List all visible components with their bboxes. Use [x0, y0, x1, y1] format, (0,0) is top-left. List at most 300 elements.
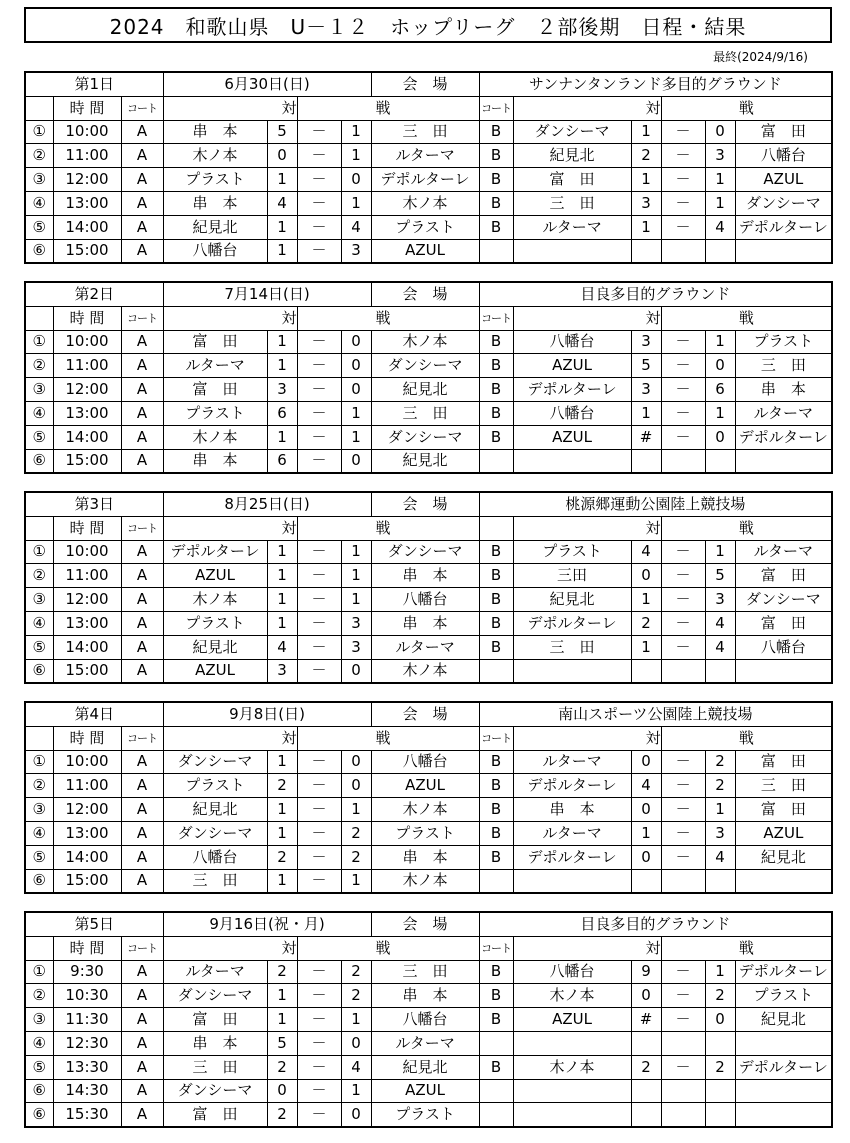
score-away: 1	[705, 191, 735, 215]
score-away: 0	[341, 774, 371, 798]
score-dash: －	[297, 378, 341, 402]
score-away: 2	[341, 821, 371, 845]
team-away: ルターマ	[371, 144, 479, 168]
court-a: A	[121, 449, 163, 473]
score-away: 1	[341, 798, 371, 822]
score-home: 0	[631, 845, 661, 869]
score-dash: －	[297, 1079, 341, 1103]
score-dash: －	[297, 354, 341, 378]
court-a: A	[121, 564, 163, 588]
team-away: 三 田	[735, 354, 832, 378]
team-home: デポルターレ	[513, 845, 631, 869]
court-b	[479, 239, 513, 263]
match-time: 12:00	[53, 588, 121, 612]
team-away: 富 田	[735, 798, 832, 822]
match-number: ④	[25, 1031, 53, 1055]
match-row	[25, 845, 832, 869]
team-away	[735, 239, 832, 263]
court-b: B	[479, 635, 513, 659]
court-a: A	[121, 354, 163, 378]
court-b-header: コート	[479, 726, 513, 750]
score-away: 1	[341, 540, 371, 564]
venue-name: 桃源郷運動公園陸上競技場	[479, 492, 832, 516]
court-b: B	[479, 750, 513, 774]
team-away: 串 本	[371, 564, 479, 588]
score-home: #	[631, 1008, 661, 1032]
team-away: 三 田	[735, 774, 832, 798]
court-b	[479, 1031, 513, 1055]
team-home: 串 本	[163, 191, 267, 215]
team-home	[513, 1079, 631, 1103]
court-a: A	[121, 774, 163, 798]
match-row	[25, 564, 832, 588]
score-home: 5	[267, 1031, 297, 1055]
score-home: 3	[631, 330, 661, 354]
score-dash: －	[661, 611, 705, 635]
score-dash: －	[661, 144, 705, 168]
match-time: 9:30	[53, 960, 121, 984]
score-away: 4	[705, 611, 735, 635]
team-away: 富 田	[735, 750, 832, 774]
score-dash: －	[661, 401, 705, 425]
match-number: ④	[25, 821, 53, 845]
match-time: 15:00	[53, 869, 121, 893]
court-b: B	[479, 215, 513, 239]
versus-header: 戦	[661, 726, 832, 750]
score-away: 0	[341, 168, 371, 192]
team-home: 八幡台	[513, 401, 631, 425]
score-home: 1	[631, 401, 661, 425]
court-b	[479, 659, 513, 683]
score-home: 0	[267, 1079, 297, 1103]
versus-header: 対	[513, 516, 661, 540]
score-home: 1	[267, 540, 297, 564]
score-home: 5	[267, 120, 297, 144]
score-home: 1	[267, 239, 297, 263]
score-home: 1	[267, 984, 297, 1008]
round-table	[24, 701, 833, 894]
score-away	[705, 1079, 735, 1103]
match-time: 12:00	[53, 378, 121, 402]
match-number: ①	[25, 540, 53, 564]
versus-header: 戦	[297, 306, 479, 330]
match-time: 12:00	[53, 798, 121, 822]
team-away: 八幡台	[371, 1008, 479, 1032]
score-dash	[661, 869, 705, 893]
score-dash: －	[661, 540, 705, 564]
match-row	[25, 144, 832, 168]
match-time: 15:00	[53, 239, 121, 263]
match-row	[25, 821, 832, 845]
court-b: B	[479, 821, 513, 845]
match-row	[25, 750, 832, 774]
match-number: ⑤	[25, 845, 53, 869]
team-away: 紀見北	[371, 449, 479, 473]
match-row	[25, 449, 832, 473]
team-home: 八幡台	[513, 330, 631, 354]
court-b: B	[479, 330, 513, 354]
match-row	[25, 869, 832, 893]
match-time: 11:30	[53, 1008, 121, 1032]
score-away: 1	[341, 144, 371, 168]
score-dash: －	[297, 1008, 341, 1032]
court-b	[479, 869, 513, 893]
score-dash	[661, 1031, 705, 1055]
match-row	[25, 1031, 832, 1055]
score-dash: －	[297, 1055, 341, 1079]
team-away: 木ノ本	[371, 869, 479, 893]
score-home: 0	[631, 984, 661, 1008]
match-row	[25, 425, 832, 449]
versus-header: 戦	[297, 516, 479, 540]
score-dash: －	[297, 215, 341, 239]
score-away	[705, 1031, 735, 1055]
versus-header: 対	[163, 306, 297, 330]
match-time: 10:00	[53, 750, 121, 774]
court-header: コート	[121, 516, 163, 540]
court-b: B	[479, 540, 513, 564]
score-dash: －	[661, 845, 705, 869]
score-dash: －	[297, 869, 341, 893]
team-away: 八幡台	[371, 750, 479, 774]
score-dash: －	[661, 354, 705, 378]
team-away: 三 田	[371, 120, 479, 144]
score-dash: －	[661, 774, 705, 798]
team-home: プラスト	[513, 540, 631, 564]
score-home: 1	[267, 869, 297, 893]
match-number: ⑤	[25, 215, 53, 239]
court-b: B	[479, 378, 513, 402]
score-home: 1	[267, 1008, 297, 1032]
team-away: 三 田	[371, 401, 479, 425]
score-home	[631, 449, 661, 473]
match-row	[25, 611, 832, 635]
court-header: コート	[121, 726, 163, 750]
score-dash: －	[661, 378, 705, 402]
versus-header: 戦	[661, 936, 832, 960]
versus-header: 戦	[297, 936, 479, 960]
score-dash: －	[297, 120, 341, 144]
team-home: ルターマ	[513, 821, 631, 845]
court-b: B	[479, 960, 513, 984]
team-away: ルターマ	[371, 1031, 479, 1055]
round-table	[24, 491, 833, 684]
team-away: 串 本	[371, 845, 479, 869]
court-header: コート	[121, 96, 163, 120]
team-home: AZUL	[513, 425, 631, 449]
score-home: 6	[267, 449, 297, 473]
score-away: 0	[341, 354, 371, 378]
number-header	[25, 306, 53, 330]
score-home: 1	[267, 215, 297, 239]
court-b	[479, 1079, 513, 1103]
match-row	[25, 1055, 832, 1079]
court-a: A	[121, 798, 163, 822]
score-away: 0	[341, 330, 371, 354]
match-number: ⑥	[25, 239, 53, 263]
team-home: 富 田	[163, 330, 267, 354]
court-b: B	[479, 798, 513, 822]
versus-header: 対	[513, 936, 661, 960]
court-b-header: コート	[479, 306, 513, 330]
score-away: 2	[341, 984, 371, 1008]
score-away: 4	[705, 845, 735, 869]
score-away: 1	[341, 869, 371, 893]
venue-label: 会 場	[371, 72, 479, 96]
match-time: 14:00	[53, 635, 121, 659]
match-number: ⑥	[25, 1103, 53, 1127]
court-a: A	[121, 984, 163, 1008]
match-number: ①	[25, 960, 53, 984]
score-dash: －	[297, 168, 341, 192]
score-dash: －	[297, 821, 341, 845]
team-away: 木ノ本	[371, 330, 479, 354]
team-home: プラスト	[163, 401, 267, 425]
score-away: 4	[705, 635, 735, 659]
court-a: A	[121, 588, 163, 612]
team-home: 紀見北	[513, 144, 631, 168]
team-away: 串 本	[371, 984, 479, 1008]
team-home: 三田	[513, 564, 631, 588]
team-away: プラスト	[735, 984, 832, 1008]
score-dash	[661, 239, 705, 263]
team-away: 木ノ本	[371, 191, 479, 215]
team-away: デポルターレ	[735, 425, 832, 449]
team-home: デポルターレ	[513, 774, 631, 798]
match-number: ③	[25, 168, 53, 192]
match-number: ③	[25, 1008, 53, 1032]
score-away: 3	[705, 588, 735, 612]
page-title: 2024 和歌山県 U－１２ ホップリーグ ２部後期 日程・結果	[24, 7, 832, 43]
score-home: 2	[267, 845, 297, 869]
court-a: A	[121, 425, 163, 449]
team-away: 紀見北	[735, 845, 832, 869]
match-row	[25, 1008, 832, 1032]
team-home: デポルターレ	[513, 378, 631, 402]
score-away: 3	[341, 611, 371, 635]
court-b: B	[479, 354, 513, 378]
match-time: 13:30	[53, 1055, 121, 1079]
team-away: ダンシーマ	[371, 354, 479, 378]
court-header: コート	[121, 306, 163, 330]
score-dash: －	[661, 168, 705, 192]
match-number: ①	[25, 120, 53, 144]
score-away: 5	[705, 564, 735, 588]
score-home: 4	[631, 774, 661, 798]
round-day: 第1日	[25, 72, 163, 96]
team-home: AZUL	[513, 1008, 631, 1032]
match-row	[25, 1103, 832, 1127]
score-dash: －	[661, 960, 705, 984]
team-home: 三 田	[163, 1055, 267, 1079]
round-date: 7月14日(日)	[163, 282, 371, 306]
team-away: ルターマ	[735, 401, 832, 425]
score-away: 0	[341, 659, 371, 683]
court-a: A	[121, 144, 163, 168]
score-home: 0	[631, 798, 661, 822]
score-home: 2	[631, 611, 661, 635]
team-home	[513, 1031, 631, 1055]
score-home	[631, 1103, 661, 1127]
court-a: A	[121, 215, 163, 239]
score-away	[705, 1103, 735, 1127]
court-b: B	[479, 774, 513, 798]
team-away: AZUL	[371, 239, 479, 263]
court-b: B	[479, 425, 513, 449]
score-dash: －	[297, 1031, 341, 1055]
team-away: 木ノ本	[371, 659, 479, 683]
team-home: 三 田	[163, 869, 267, 893]
score-away: 1	[341, 1079, 371, 1103]
match-number: ⑥	[25, 869, 53, 893]
court-a: A	[121, 845, 163, 869]
team-away	[735, 449, 832, 473]
score-home	[631, 1079, 661, 1103]
round-table	[24, 71, 833, 264]
venue-name: 目良多目的グラウンド	[479, 912, 832, 936]
score-away: 1	[341, 1008, 371, 1032]
versus-header: 戦	[297, 726, 479, 750]
team-home	[513, 659, 631, 683]
round-day: 第3日	[25, 492, 163, 516]
score-home	[631, 869, 661, 893]
team-home: 紀見北	[163, 798, 267, 822]
score-dash: －	[661, 821, 705, 845]
score-home: 4	[267, 635, 297, 659]
team-home: 八幡台	[163, 239, 267, 263]
court-a: A	[121, 869, 163, 893]
score-away: 0	[341, 1103, 371, 1127]
team-home: デポルターレ	[163, 540, 267, 564]
venue-name: サンナンタンランド多目的グラウンド	[479, 72, 832, 96]
match-row	[25, 354, 832, 378]
score-away: 3	[705, 144, 735, 168]
match-row	[25, 774, 832, 798]
court-a: A	[121, 239, 163, 263]
team-away: プラスト	[371, 1103, 479, 1127]
team-home: 紀見北	[513, 588, 631, 612]
court-a: A	[121, 168, 163, 192]
team-home: 三 田	[513, 191, 631, 215]
team-away: 富 田	[735, 611, 832, 635]
round-date: 8月25日(日)	[163, 492, 371, 516]
time-header: 時 間	[53, 726, 121, 750]
score-away: 0	[341, 750, 371, 774]
score-away: 3	[705, 821, 735, 845]
match-time: 11:00	[53, 354, 121, 378]
score-away	[705, 449, 735, 473]
score-dash: －	[297, 798, 341, 822]
score-dash: －	[661, 588, 705, 612]
match-time: 14:00	[53, 845, 121, 869]
versus-header: 戦	[661, 96, 832, 120]
versus-header: 対	[163, 96, 297, 120]
match-number: ①	[25, 330, 53, 354]
score-dash: －	[297, 588, 341, 612]
score-home	[631, 659, 661, 683]
venue-label: 会 場	[371, 492, 479, 516]
court-b-header: コート	[479, 936, 513, 960]
score-dash: －	[297, 635, 341, 659]
score-home: 1	[267, 798, 297, 822]
match-row	[25, 1079, 832, 1103]
match-time: 10:00	[53, 330, 121, 354]
match-time: 11:00	[53, 144, 121, 168]
team-away: 串 本	[735, 378, 832, 402]
round-day: 第4日	[25, 702, 163, 726]
score-home	[631, 1031, 661, 1055]
team-home: 八幡台	[513, 960, 631, 984]
score-away: 0	[705, 425, 735, 449]
court-b: B	[479, 144, 513, 168]
score-away: 6	[705, 378, 735, 402]
match-time: 13:00	[53, 401, 121, 425]
score-home: #	[631, 425, 661, 449]
match-number: ④	[25, 401, 53, 425]
match-number: ②	[25, 774, 53, 798]
score-home: 2	[267, 774, 297, 798]
team-home: AZUL	[513, 354, 631, 378]
venue-label: 会 場	[371, 702, 479, 726]
team-home: AZUL	[163, 659, 267, 683]
team-away: 紀見北	[371, 1055, 479, 1079]
team-home: 三 田	[513, 635, 631, 659]
match-number: ③	[25, 588, 53, 612]
match-number: ③	[25, 378, 53, 402]
score-away	[705, 659, 735, 683]
court-a: A	[121, 1103, 163, 1127]
team-home: 串 本	[163, 1031, 267, 1055]
time-header: 時 間	[53, 516, 121, 540]
versus-header: 戦	[661, 306, 832, 330]
match-row	[25, 960, 832, 984]
match-time: 15:30	[53, 1103, 121, 1127]
score-home: 1	[267, 425, 297, 449]
match-row	[25, 540, 832, 564]
team-home: 串 本	[163, 120, 267, 144]
team-away: デポルターレ	[735, 215, 832, 239]
court-a: A	[121, 330, 163, 354]
score-home: 3	[267, 659, 297, 683]
court-a: A	[121, 1031, 163, 1055]
score-home: 2	[631, 144, 661, 168]
score-home: 0	[267, 144, 297, 168]
score-dash: －	[297, 960, 341, 984]
team-away: 八幡台	[735, 144, 832, 168]
score-dash: －	[297, 1103, 341, 1127]
match-time: 13:00	[53, 611, 121, 635]
team-home: ルターマ	[513, 215, 631, 239]
court-b-header	[479, 516, 513, 540]
score-home: 0	[631, 564, 661, 588]
team-away: AZUL	[371, 1079, 479, 1103]
number-header	[25, 96, 53, 120]
team-away: 八幡台	[735, 635, 832, 659]
score-dash: －	[297, 449, 341, 473]
court-b: B	[479, 984, 513, 1008]
score-home: 1	[631, 821, 661, 845]
score-dash: －	[297, 191, 341, 215]
team-away: デポルターレ	[371, 168, 479, 192]
score-home: 1	[267, 611, 297, 635]
court-a: A	[121, 635, 163, 659]
last-updated: 最終(2024/9/16)	[713, 50, 808, 64]
time-header: 時 間	[53, 306, 121, 330]
match-row	[25, 378, 832, 402]
score-dash: －	[661, 1008, 705, 1032]
match-row	[25, 984, 832, 1008]
team-home: 串 本	[163, 449, 267, 473]
